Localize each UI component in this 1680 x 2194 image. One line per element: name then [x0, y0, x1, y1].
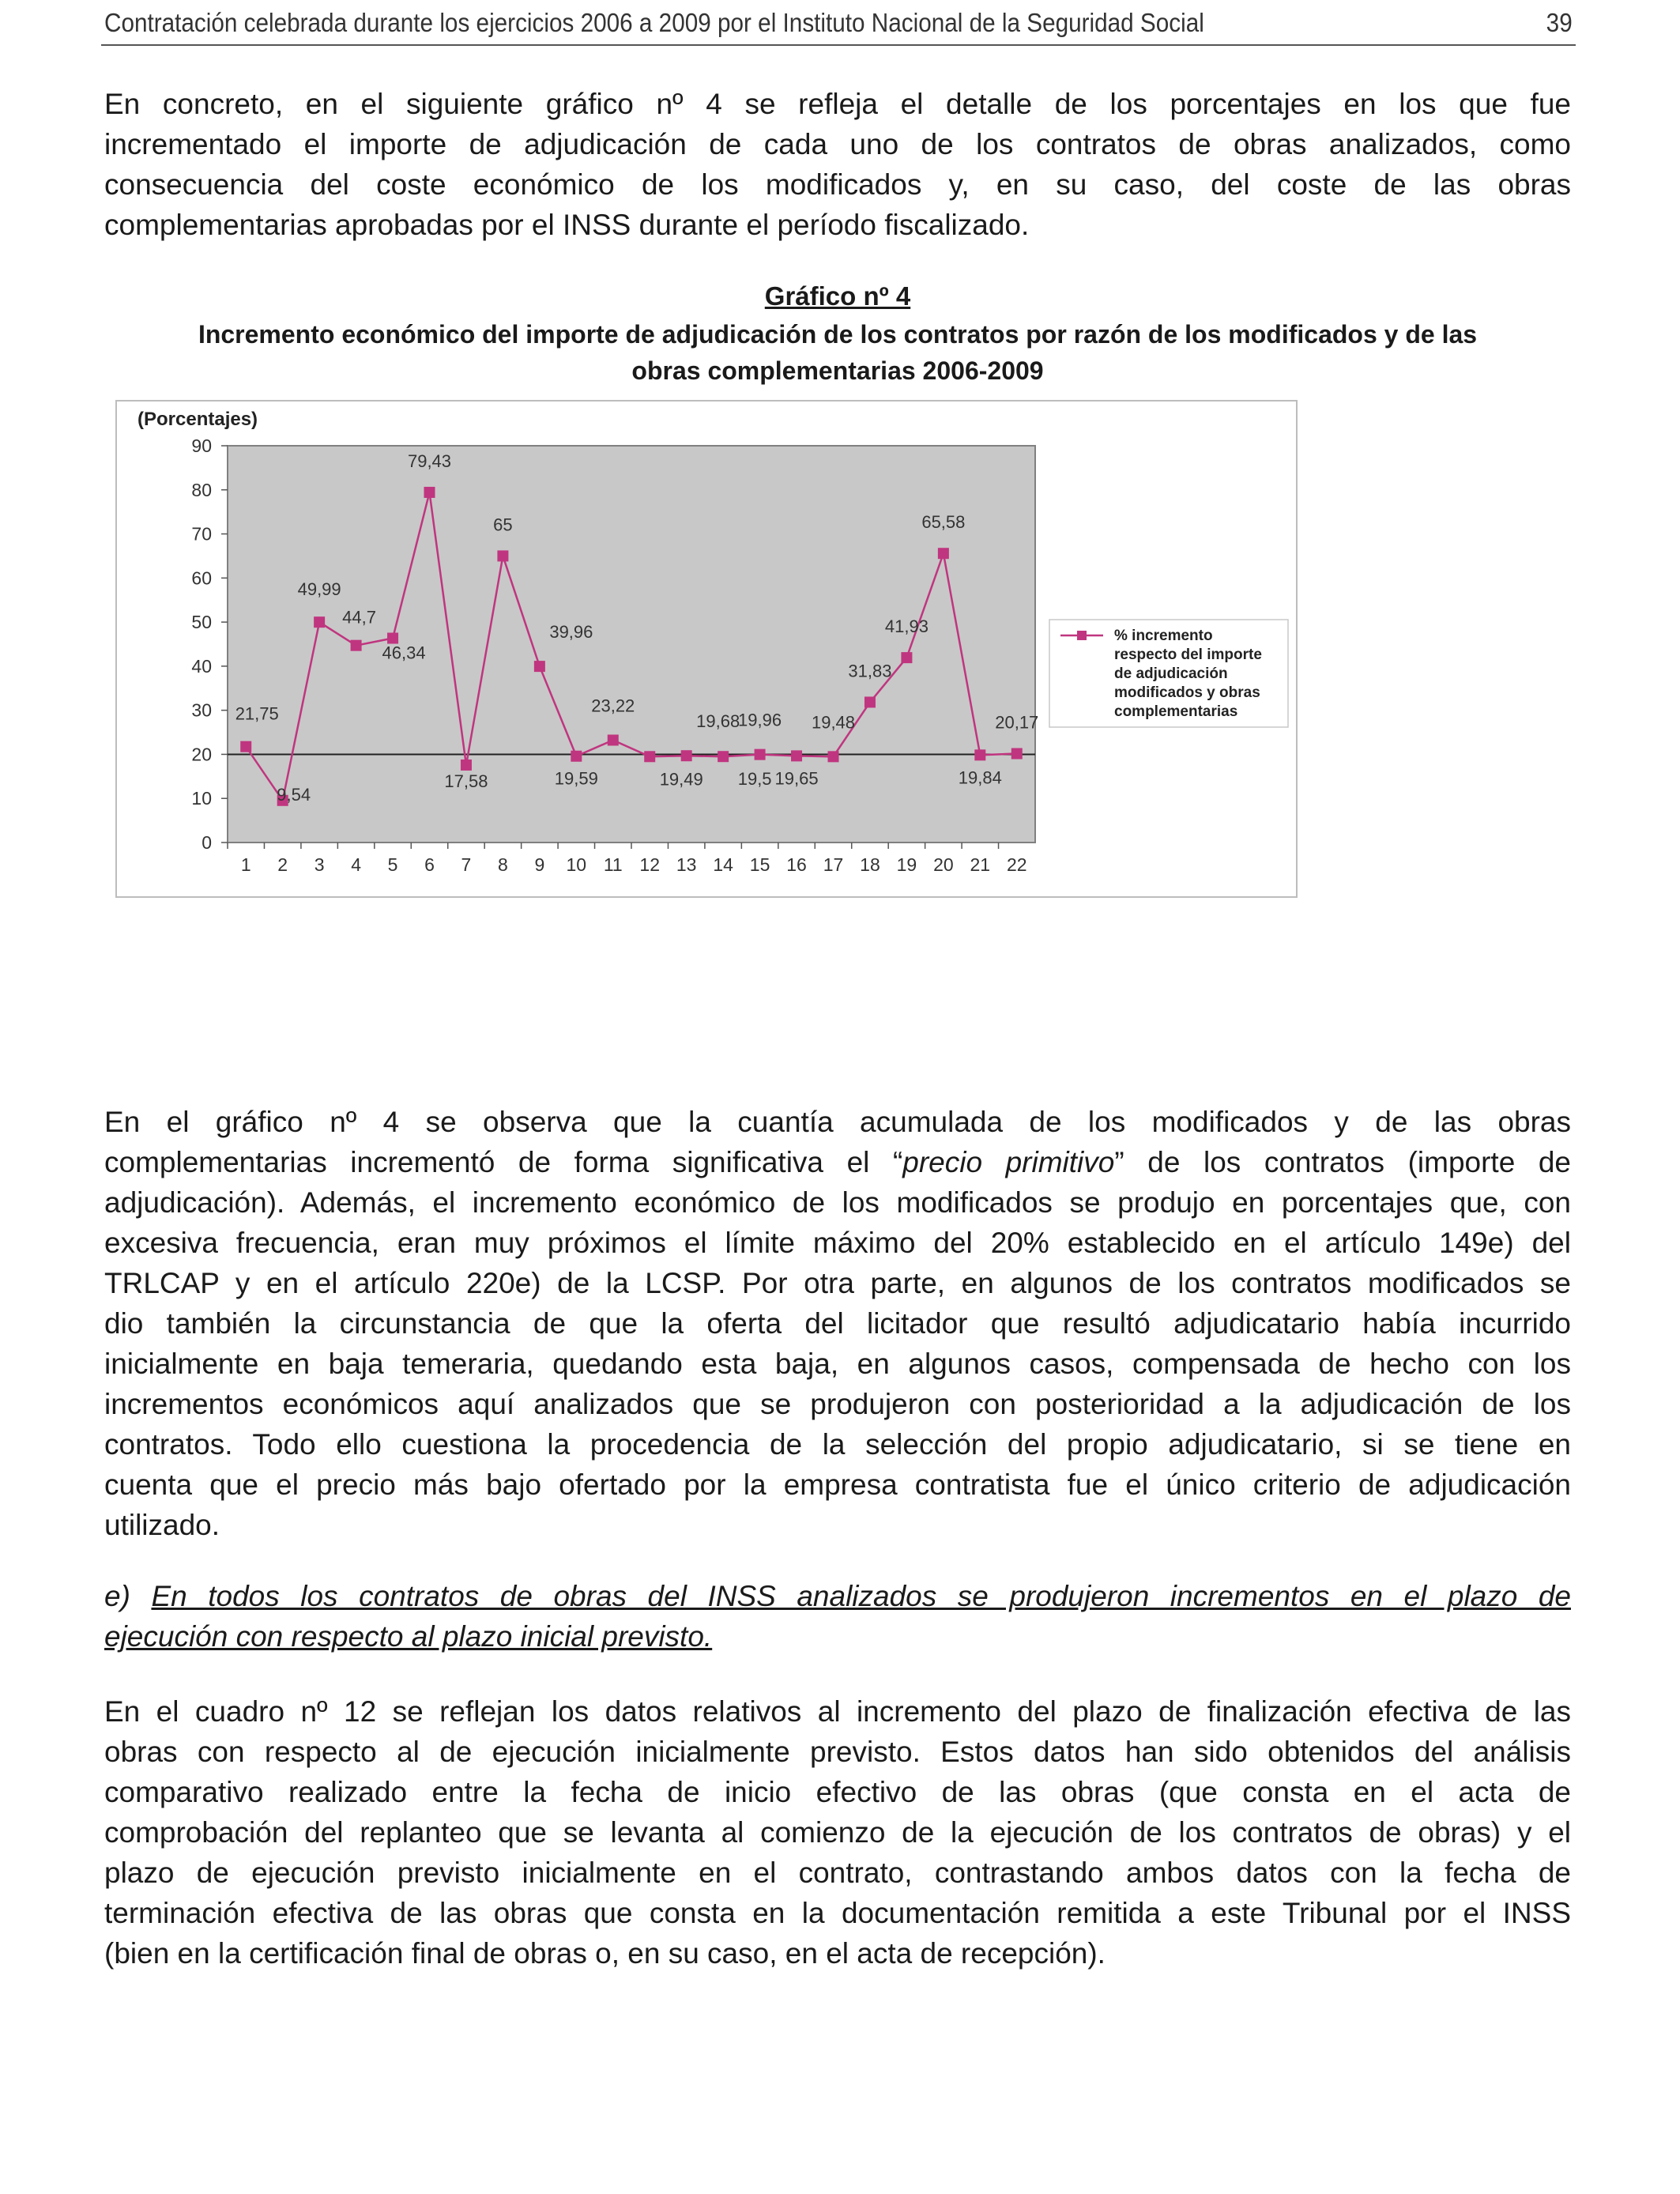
- data-point: [1011, 748, 1023, 759]
- x-tick-label: 7: [461, 854, 472, 875]
- y-tick-label: 50: [191, 612, 212, 633]
- data-point: [718, 751, 729, 762]
- para2-line: contratos. Todo ello cuestiona la procedencia de la selección del propio adjudicatario, si se tiene en: [104, 1428, 1571, 1461]
- figure-label: [104, 278, 1571, 315]
- data-point: [351, 640, 362, 651]
- y-tick-label: 10: [191, 788, 212, 809]
- x-tick-label: 5: [387, 854, 398, 875]
- data-point: [755, 749, 766, 760]
- y-unit-label: (Porcentajes): [137, 409, 258, 430]
- line-chart: [115, 400, 1298, 898]
- data-point: [461, 760, 472, 771]
- x-tick-label: 4: [351, 854, 361, 875]
- data-point: [424, 487, 435, 498]
- data-label: 19,49: [659, 769, 703, 790]
- y-tick-label: 20: [191, 744, 212, 765]
- data-label: 19,68: [696, 711, 740, 732]
- legend-text-line: complementarias: [1114, 703, 1238, 720]
- para2-line: TRLCAP y en el artículo 220e) de la LCSP. Por otra parte, en algunos de los contratos modificados se: [104, 1267, 1571, 1299]
- data-point: [901, 652, 912, 663]
- x-tick-label: 3: [314, 854, 325, 875]
- italic-phrase: precio primitivo: [902, 1146, 1115, 1178]
- section-e-line2: [104, 1616, 1571, 1657]
- section-e-text-2: ejecución con respecto al plazo inicial previsto.: [104, 1620, 713, 1653]
- data-point: [571, 751, 582, 762]
- x-tick-label: 22: [1006, 854, 1027, 875]
- data-label: 39,96: [549, 622, 593, 643]
- data-point: [644, 751, 655, 762]
- x-tick-label: 13: [676, 854, 697, 875]
- x-tick-label: 12: [639, 854, 661, 875]
- para2-line: cuenta que el precio más bajo ofertado por la empresa contratista fue el único criterio de adjudicación: [104, 1468, 1571, 1501]
- data-label: 19,48: [811, 712, 856, 733]
- x-tick-label: 17: [823, 854, 844, 875]
- section-e-line1: [104, 1576, 1571, 1616]
- data-label: 44,7: [342, 607, 377, 628]
- figure-title-line2: obras complementarias 2006-2009: [631, 356, 1044, 385]
- x-tick-label: 16: [786, 854, 807, 875]
- y-tick-label: 80: [191, 479, 212, 500]
- data-label: 9,54: [277, 784, 311, 805]
- data-point: [497, 550, 508, 561]
- x-tick-label: 9: [534, 854, 545, 875]
- x-tick-label: 8: [498, 854, 508, 875]
- para3-line: comprobación del replanteo que se levanta al comienzo de la ejecución de los contratos de obras) y el: [104, 1816, 1571, 1849]
- data-point: [938, 548, 949, 559]
- intro-paragraph: [104, 84, 1571, 245]
- x-tick-label: 2: [277, 854, 288, 875]
- page-number: 39: [1546, 8, 1573, 37]
- section-e-heading: [104, 1576, 1571, 1657]
- x-tick-label: 10: [566, 854, 587, 875]
- legend-text-line: % incremento: [1114, 628, 1213, 644]
- para2-line: utilizado.: [104, 1509, 220, 1541]
- para2-line: incrementos económicos aquí analizados que se produjeron con posterioridad a la adjudicación de los: [104, 1388, 1571, 1420]
- section-e-text-1: En todos los contratos de obras del INSS analizados se produjeron incrementos en el plazo de: [151, 1580, 1571, 1612]
- x-tick-label: 15: [749, 854, 770, 875]
- y-tick-label: 0: [202, 832, 212, 853]
- section-e-marker: e): [104, 1580, 130, 1612]
- para3-line: (bien en la certificación final de obras o, en su caso, en el acta de recepción).: [104, 1937, 1106, 1970]
- para3-line: comparativo realizado entre la fecha de inicio efectivo de las obras (que consta en el acta de: [104, 1776, 1571, 1808]
- intro_paragraph-line: En concreto, en el siguiente gráfico nº 4 se refleja el detalle de los porcentajes en los que fue: [104, 88, 1571, 120]
- para2-line: excesiva frecuencia, eran muy próximos el límite máximo del 20% establecido en el artículo 149e) del: [104, 1227, 1571, 1259]
- data-label: 19,96: [738, 710, 782, 730]
- para3-line: plazo de ejecución previsto inicialmente en el contrato, contrastando ambos datos con la fecha de: [104, 1857, 1571, 1889]
- para3-line: obras con respecto al de ejecución inicialmente previsto. Estos datos han sido obtenidos del análisis: [104, 1736, 1571, 1768]
- analysis-paragraph: [104, 1102, 1571, 1545]
- data-label: 19,59: [554, 768, 598, 789]
- x-tick-label: 18: [860, 854, 880, 875]
- y-tick-label: 60: [191, 567, 212, 589]
- data-point: [864, 696, 876, 707]
- data-point: [387, 633, 398, 644]
- data-label: 79,43: [407, 450, 452, 471]
- para2-line: inicialmente en baja temeraria, quedando esta baja, en algunos casos, compensada de hecho con los: [104, 1348, 1571, 1380]
- legend-text-line: respecto del importe: [1114, 647, 1262, 663]
- para2-line: complementarias incrementó de forma significativa el “precio primitivo” de los contratos (importe de: [104, 1146, 1572, 1178]
- data-label: 65: [493, 515, 513, 535]
- data-label: 65,58: [921, 512, 966, 533]
- intro_paragraph-line: complementarias aprobadas por el INSS durante el período fiscalizado.: [104, 209, 1030, 241]
- data-point: [314, 616, 325, 628]
- intro_paragraph-line: consecuencia del coste económico de los modificados y, en su caso, del coste de las obras: [104, 168, 1571, 201]
- data-point: [608, 734, 619, 745]
- cuadro-paragraph: [104, 1691, 1571, 1973]
- figure-title-line1: Incremento económico del importe de adjudicación de los contratos por razón de los modificados y de las: [198, 320, 1478, 349]
- para2-line: adjudicación). Además, el incremento económico de los modificados se produjo en porcentajes que, con: [104, 1186, 1571, 1219]
- x-tick-label: 11: [603, 854, 623, 875]
- x-tick-label: 20: [933, 854, 954, 875]
- para3-line: terminación efectiva de las obras que consta en la documentación remitida a este Tribunal por el INSS: [104, 1897, 1571, 1929]
- data-label: 19,65: [774, 768, 819, 789]
- para2-line: dio también la circunstancia de que la oferta del licitador que resultó adjudicatario había incurrido: [104, 1307, 1571, 1340]
- para3-line: En el cuadro nº 12 se reflejan los datos relativos al incremento del plazo de finalización efectiva de las: [104, 1695, 1571, 1728]
- data-point: [974, 749, 985, 760]
- data-label: 20,17: [995, 712, 1039, 733]
- plot-area: [228, 446, 1035, 843]
- data-label: 19,5: [737, 769, 772, 790]
- data-label: 31,83: [848, 661, 892, 681]
- x-tick-label: 19: [896, 854, 917, 875]
- legend-text-line: modificados y obras: [1114, 684, 1260, 701]
- data-label: 41,93: [884, 616, 929, 637]
- y-tick-label: 70: [191, 523, 212, 545]
- data-point: [534, 661, 545, 672]
- data-label: 46,34: [382, 643, 426, 663]
- y-tick-label: 90: [191, 435, 212, 456]
- running-header: [101, 5, 1576, 46]
- data-point: [828, 751, 839, 762]
- data-label: 19,84: [958, 767, 1002, 788]
- data-label: 49,99: [297, 579, 341, 600]
- data-point: [681, 750, 692, 761]
- y-tick-label: 40: [191, 655, 212, 677]
- data-point: [240, 741, 251, 752]
- header-title: Contratación celebrada durante los ejercicios 2006 a 2009 por el Instituto Nacional de la Seguridad Social: [104, 8, 1204, 37]
- x-tick-label: 14: [713, 854, 733, 875]
- figure-label-text: Gráfico nº 4: [764, 281, 911, 311]
- data-label: 17,58: [444, 771, 488, 791]
- data-label: 23,22: [591, 696, 635, 716]
- para2-line: En el gráfico nº 4 se observa que la cuantía acumulada de los modificados y de las obras: [104, 1106, 1571, 1138]
- x-tick-label: 21: [970, 854, 991, 875]
- intro_paragraph-line: incrementado el importe de adjudicación de cada uno de los contratos de obras analizados, como: [104, 128, 1571, 160]
- y-tick-label: 30: [191, 699, 212, 721]
- legend-marker: [1077, 631, 1087, 640]
- chart-svg: [117, 401, 1296, 896]
- data-label: 21,75: [235, 703, 279, 724]
- x-tick-label: 1: [240, 854, 251, 875]
- data-point: [791, 750, 802, 761]
- x-tick-label: 6: [424, 854, 435, 875]
- legend-text-line: de adjudicación: [1114, 665, 1228, 682]
